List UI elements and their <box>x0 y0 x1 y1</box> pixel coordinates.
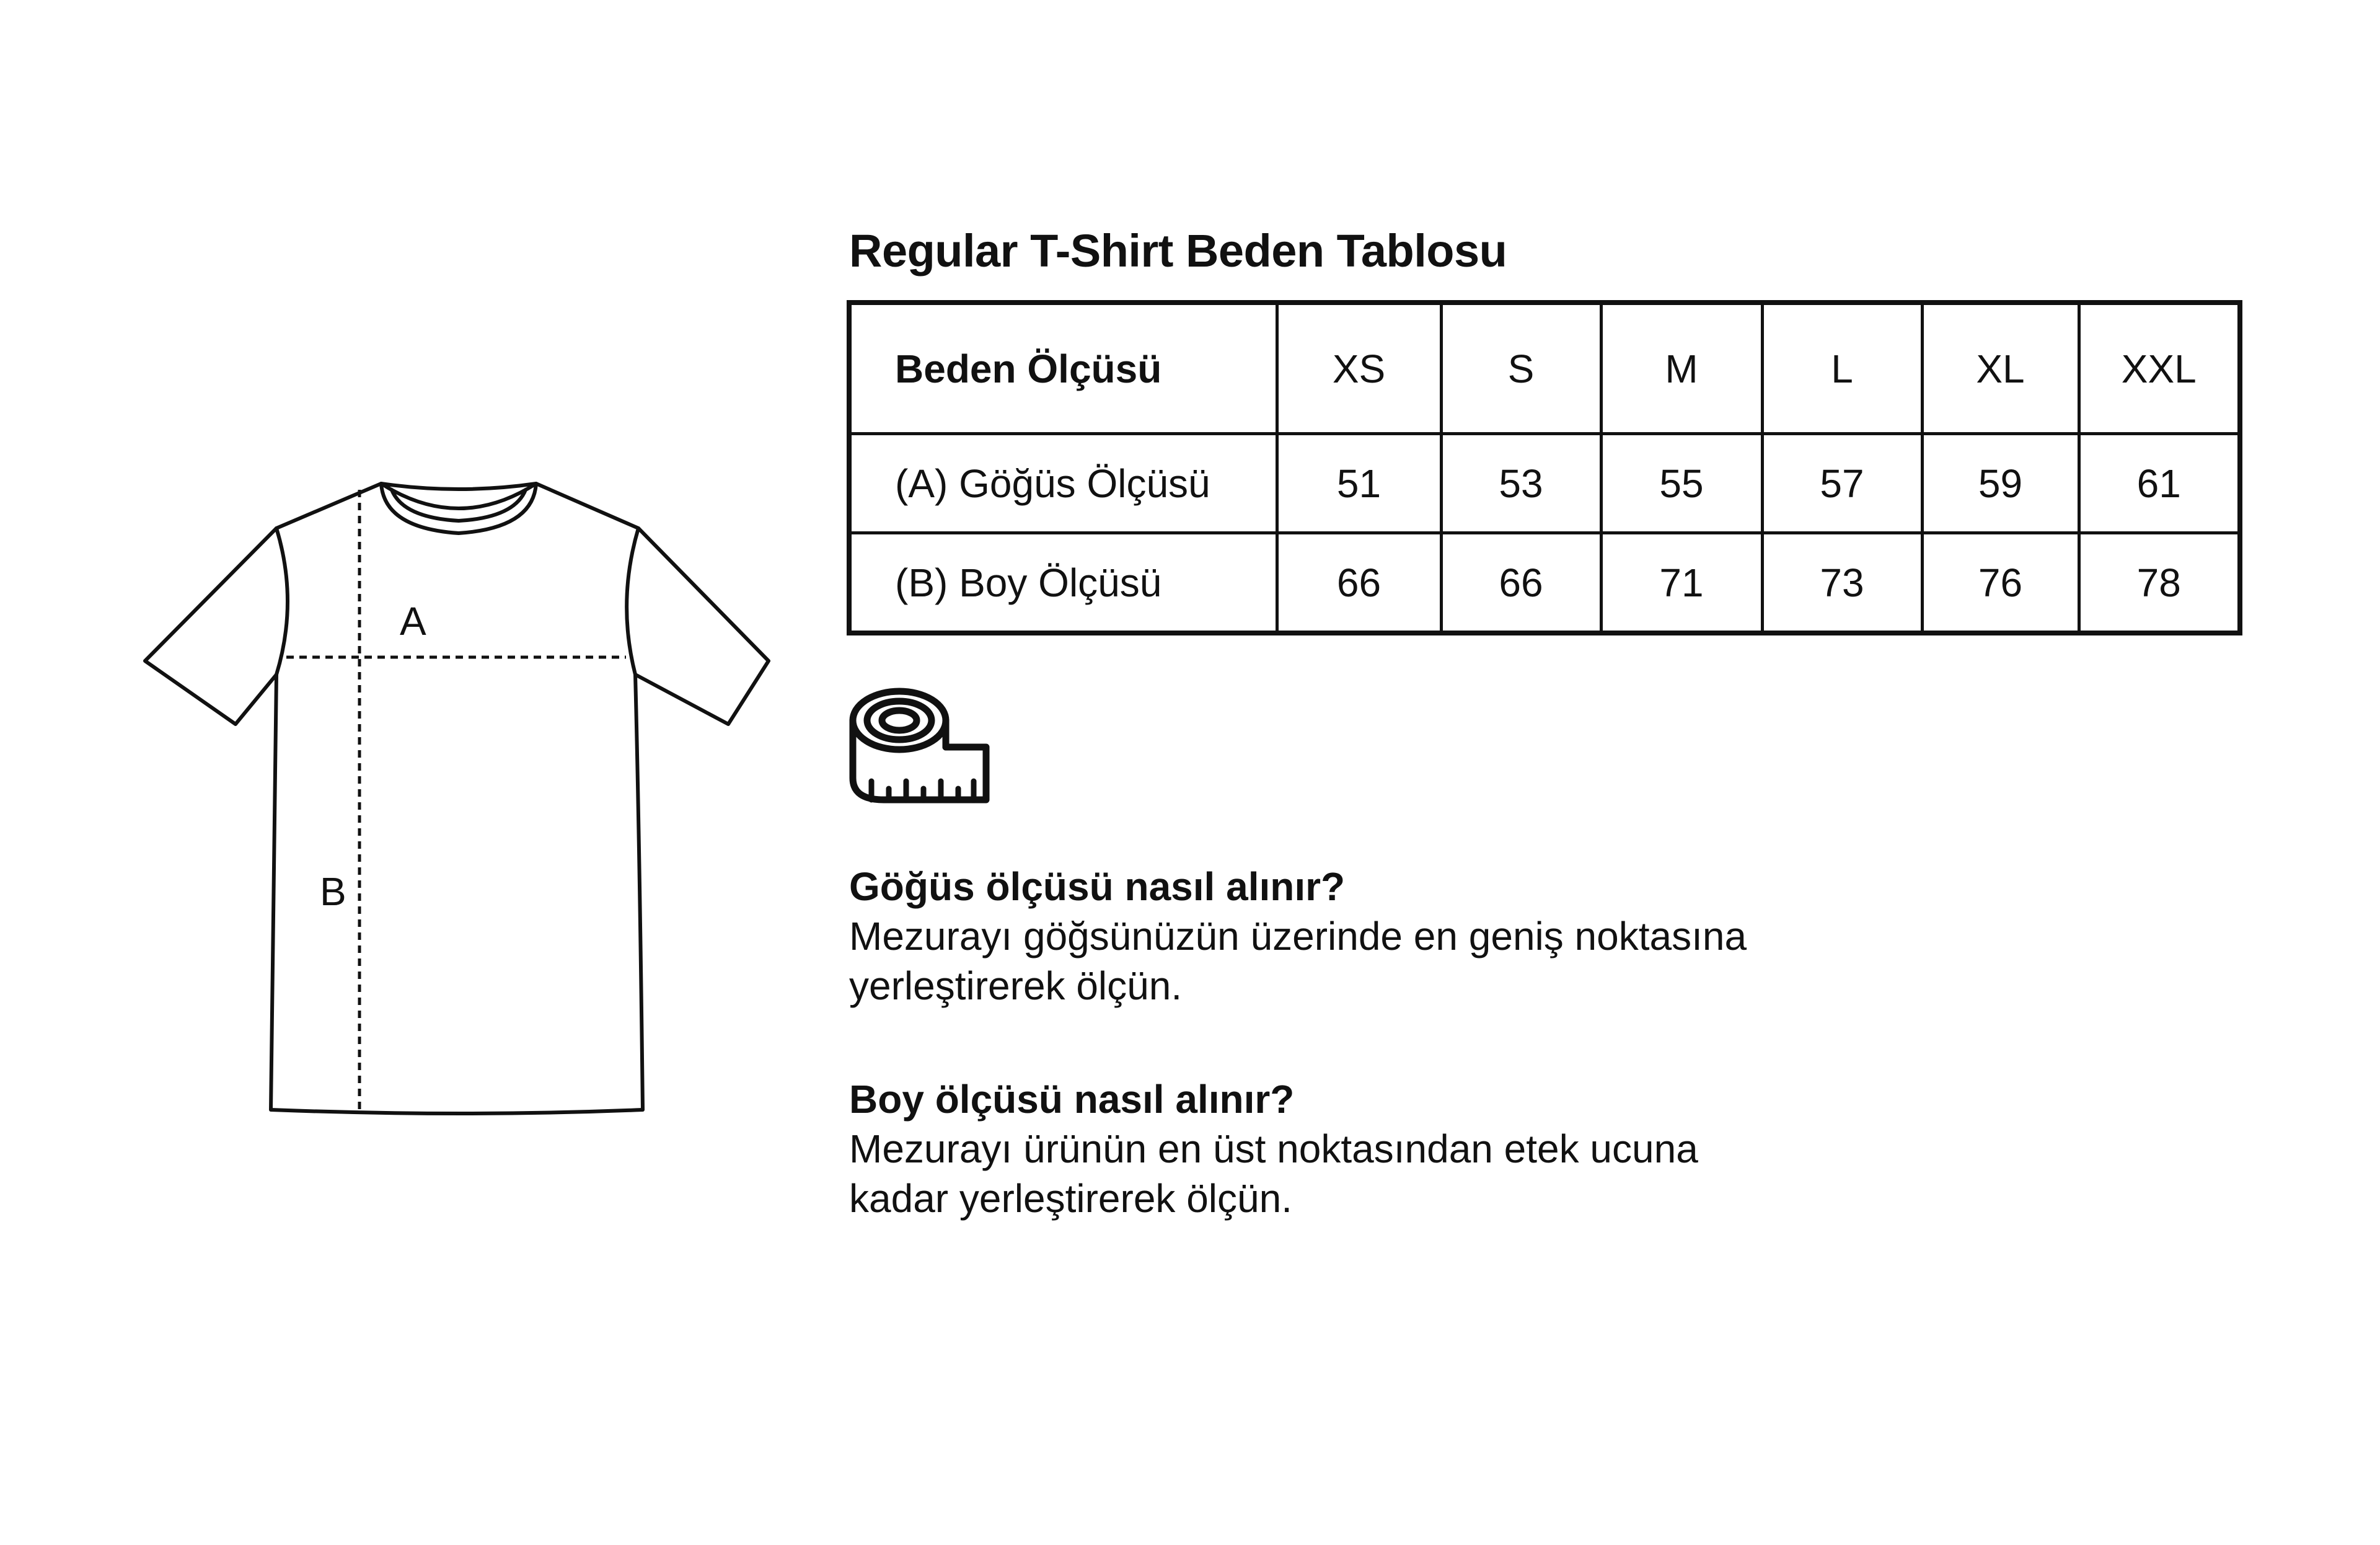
header-m: M <box>1601 303 1762 434</box>
tshirt-outline-icon <box>136 471 781 1128</box>
length-measure-faq <box>849 1074 1903 1223</box>
length-label: B <box>320 869 346 914</box>
header-l: L <box>1762 303 1922 434</box>
faq-question: Boy ölçüsü nasıl alınır? <box>849 1077 1295 1122</box>
table-cell: 76 <box>1922 533 2079 634</box>
row-label-length: (B) Boy Ölçüsü <box>849 533 1277 634</box>
header-xs: XS <box>1277 303 1441 434</box>
table-header-row <box>849 303 2240 434</box>
table-cell: 51 <box>1277 434 1441 533</box>
measuring-tape-icon <box>847 682 995 806</box>
size-table <box>847 300 2242 635</box>
table-cell: 61 <box>2079 434 2240 533</box>
faq-answer-line: Mezurayı göğsünüzün üzerinde en geniş noktasına <box>849 914 1747 958</box>
table-cell: 57 <box>1762 434 1922 533</box>
table-cell: 78 <box>2079 533 2240 634</box>
header-size: Beden Ölçüsü <box>849 303 1277 434</box>
tshirt-diagram <box>136 471 781 1128</box>
faq-answer-line: kadar yerleştirerek ölçün. <box>849 1176 1292 1221</box>
faq-question: Göğüs ölçüsü nasıl alınır? <box>849 864 1346 909</box>
table-cell: 53 <box>1441 434 1601 533</box>
faq-answer-line: yerleştirerek ölçün. <box>849 963 1183 1008</box>
faq-answer-line: Mezurayı ürünün en üst noktasından etek ucuna <box>849 1127 1698 1171</box>
page-title: Regular T-Shirt Beden Tablosu <box>849 225 1507 277</box>
table-row <box>849 533 2240 634</box>
row-label-chest: (A) Göğüs Ölçüsü <box>849 434 1277 533</box>
table-cell: 66 <box>1441 533 1601 634</box>
table-row <box>849 434 2240 533</box>
chest-label: A <box>400 599 426 644</box>
table-cell: 55 <box>1601 434 1762 533</box>
table-cell: 73 <box>1762 533 1922 634</box>
header-xxl: XXL <box>2079 303 2240 434</box>
table-cell: 71 <box>1601 533 1762 634</box>
table-cell: 59 <box>1922 434 2079 533</box>
table-cell: 66 <box>1277 533 1441 634</box>
header-xl: XL <box>1922 303 2079 434</box>
chest-measure-faq <box>849 862 1903 1011</box>
header-s: S <box>1441 303 1601 434</box>
